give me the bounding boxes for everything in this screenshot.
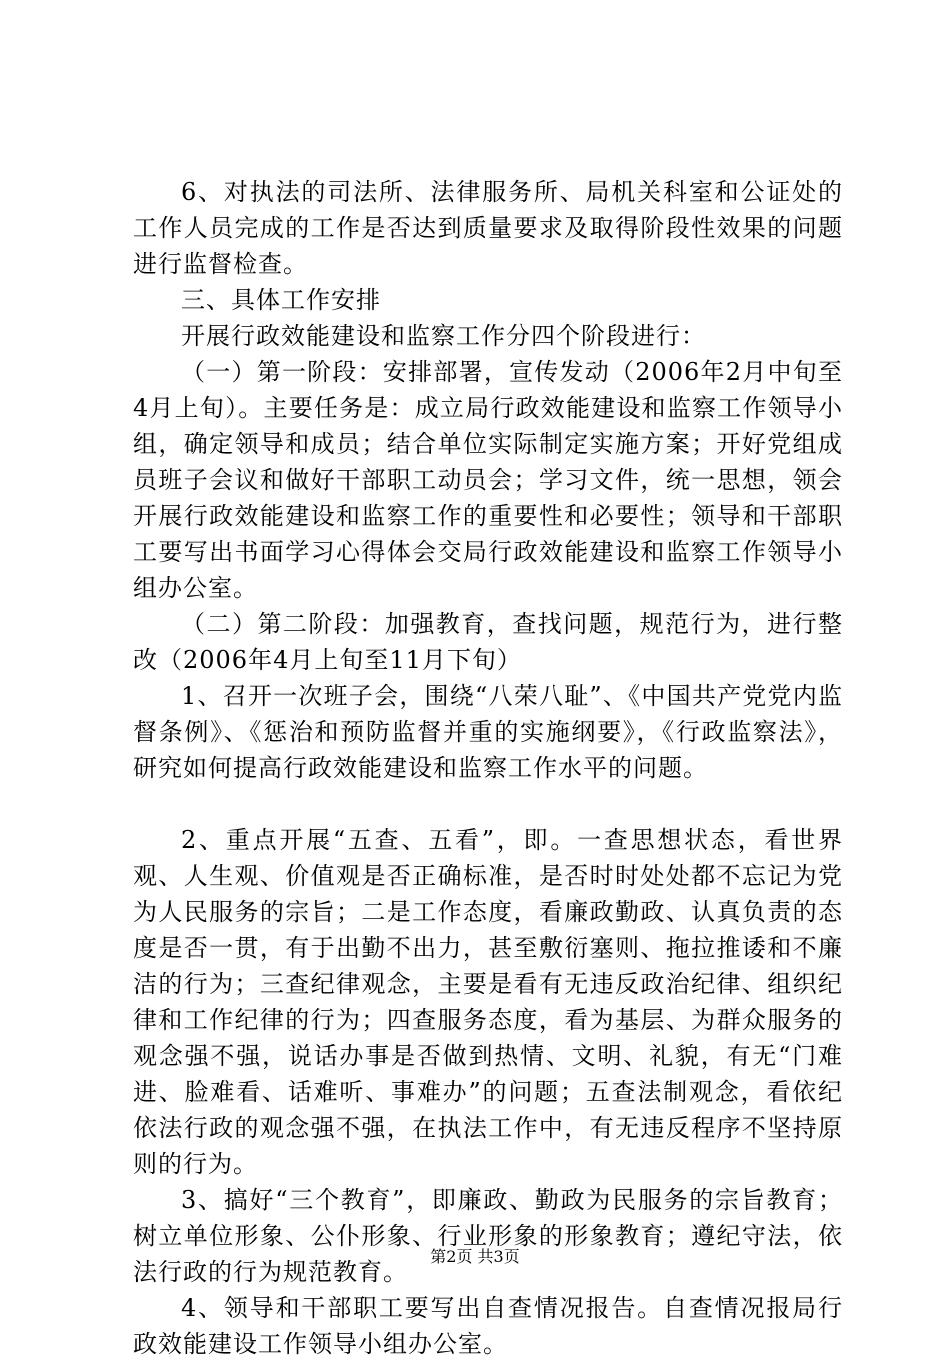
paragraph-four-stages-intro: 开展行政效能建设和监察工作分四个阶段进行： bbox=[181, 322, 706, 350]
paragraph-stage-two-item-3: 3、搞好“三个教育”，即廉政、勤政为民服务的宗旨教育；树立单位形象、公仆形象、行业形象的形象教育；遵纪守法，依法行政的行为规范教育。 bbox=[133, 1186, 843, 1286]
paragraph-stage-two-item-1: 1、召开一次班子会，围绕“八荣八耻”、《中国共产党党内监督条例》、《惩治和预防监督并重的实施纲要》，《行政监察法》，研究如何提高行政效能建设和监察工作水平的问题。 bbox=[133, 682, 843, 782]
paragraph-item-6: 6、对执法的司法所、法律服务所、局机关科室和公证处的工作人员完成的工作是否达到质量要求及取得阶段性效果的问题进行监督检查。 bbox=[133, 178, 843, 278]
paragraph-stage-two-item-4: 4、领导和干部职工要写出自查情况报告。自查情况报局行政效能建设工作领导小组办公室。 bbox=[133, 1294, 843, 1358]
paragraph-stage-two: （二）第二阶段：加强教育，查找问题，规范行为，进行整改（2006年4月上旬至11月下旬） bbox=[133, 610, 843, 674]
page-footer: 第2页 共3页 bbox=[430, 1247, 520, 1266]
paragraph-stage-one: （一）第一阶段：安排部署，宣传发动（2006年2月中旬至4月上旬）。主要任务是：成立局行政效能建设和监察工作领导小组，确定领导和成员；结合单位实际制定实施方案；开好党组成员班子会议和做好干部职工动员会；学习文件，统一思想，领会开展行政效能建设和监察工作的重要性和必要性；领导和干部职工要写出书面学习心得体会交局行政效能建设和监察工作领导小组办公室。 bbox=[133, 358, 843, 602]
document-body bbox=[133, 174, 843, 1362]
paragraph-stage-two-item-2: 2、重点开展“五查、五看”，即。一查思想状态，看世界观、人生观、价值观是否正确标准，是否时时处处都不忘记为党为人民服务的宗旨；二是工作态度，看廉政勤政、认真负责的态度是否一贯，有于出勤不出力，甚至敷衍塞则、拖拉推诿和不廉洁的行为；三查纪律观念，主要是看有无违反政治纪律、组织纪律和工作纪律的行为；四查服务态度，看为基层、为群众服务的观念强不强，说话办事是否做到热情、文明、礼貌，有无“门难进、脸难看、话难听、事难办”的问题；五查法制观念，看依纪依法行政的观念强不强，在执法工作中，有无违反程序不坚持原则的行为。 bbox=[133, 826, 843, 1178]
section-heading-work-arrangement: 三、具体工作安排 bbox=[181, 286, 381, 314]
